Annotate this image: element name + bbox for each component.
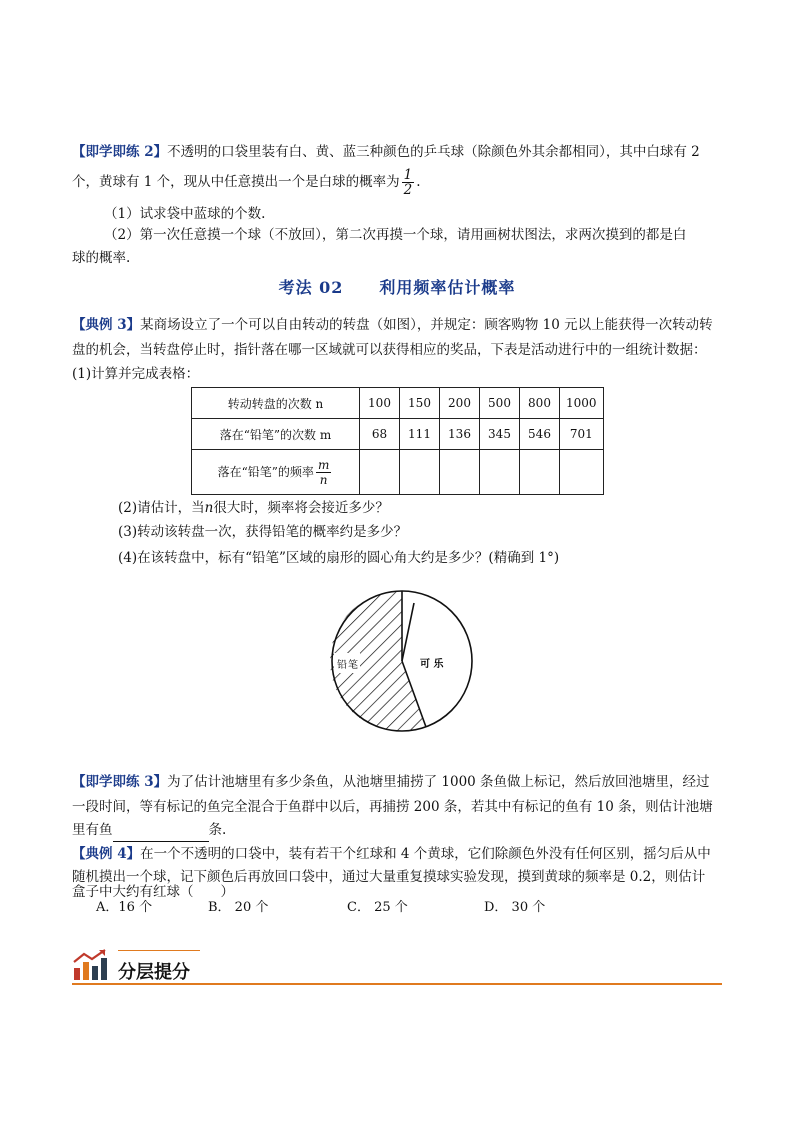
example3-q2: (2)请估计，当n很大时，频率将会接近多少？ bbox=[118, 500, 389, 516]
option-d[interactable]: D． 30 个 bbox=[484, 900, 546, 915]
table-cell: 150 bbox=[400, 388, 440, 419]
practice3-line1: 【即学即练 3】为了估计池塘里有多少条鱼，从池塘里捕捞了 1000 条鱼做上标记，然后放回池塘里，经过 bbox=[72, 774, 710, 790]
practice2-q2a: （2）第一次任意摸一个球（不放回），第二次再摸一个球，请用画树状图法，求两次摸到的都是白 bbox=[104, 227, 687, 243]
practice2-q1: （1）试求袋中蓝球的个数. bbox=[104, 206, 266, 222]
example3-q1: (1)计算并完成表格： bbox=[72, 366, 200, 382]
table-label-frequency: 落在“铅笔”的频率 $\frac{m}{n}$ bbox=[192, 450, 360, 495]
example4-tag: 【典例 4】 bbox=[72, 846, 141, 862]
pencil-label-1: 铅 bbox=[337, 660, 347, 671]
option-a[interactable]: A．16 个 bbox=[96, 900, 153, 915]
table-cell-empty[interactable] bbox=[440, 450, 480, 495]
practice2-q2b: 球的概率. bbox=[72, 250, 131, 266]
example3-tag: 【典例 3】 bbox=[72, 317, 141, 333]
statistics-table bbox=[191, 387, 604, 495]
example4-line3: 盒子中大约有红球（ ） bbox=[72, 884, 234, 900]
example3-line2: 盘的机会，当转盘停止时，指针落在哪一区域就可以获得相应的奖品，下表是活动进行中的一组统计数据： bbox=[72, 342, 707, 358]
table-cell-empty[interactable] bbox=[560, 450, 604, 495]
table-label-n: 转动转盘的次数 n bbox=[192, 388, 360, 419]
example3-q3: (3)转动该转盘一次，获得铅笔的概率约是多少？ bbox=[118, 524, 408, 540]
table-row-m bbox=[192, 419, 604, 450]
example3-q4: (4)在该转盘中，标有“铅笔”区域的扇形的圆心角大约是多少？(精确到 1°) bbox=[118, 550, 560, 566]
table-cell: 100 bbox=[360, 388, 400, 419]
table-cell: 200 bbox=[440, 388, 480, 419]
practice3-line2: 一段时间，等有标记的鱼完全混合于鱼群中以后，再捕捞 200 条，若其中有标记的鱼有 10 条，则估计池塘 bbox=[72, 799, 713, 815]
table-cell: 800 bbox=[520, 388, 560, 419]
example4-line2: 随机摸出一个球，记下颜色后再放回口袋中，通过大量重复摸球实验发现，摸到黄球的频率是 0.2，则估计 bbox=[72, 869, 706, 885]
table-cell-empty[interactable] bbox=[480, 450, 520, 495]
example3-line1: 【典例 3】某商场设立了一个可以自由转动的转盘（如图），并规定：顾客购物 10 元以上能获得一次转动转 bbox=[72, 317, 713, 333]
section-heading: 考法 02 利用频率估计概率 bbox=[278, 278, 516, 297]
growth-chart-icon bbox=[72, 948, 112, 982]
table-cell: 1000 bbox=[560, 388, 604, 419]
spinner-diagram bbox=[326, 585, 476, 735]
table-cell: 546 bbox=[520, 419, 560, 450]
table-cell: 345 bbox=[480, 419, 520, 450]
cola-label: 可 乐 bbox=[420, 659, 444, 670]
fraction-one-half: $\frac{1}{2}$ bbox=[403, 167, 413, 198]
table-label-m: 落在“铅笔”的次数 m bbox=[192, 419, 360, 450]
table-cell: 68 bbox=[360, 419, 400, 450]
spinner-pointer bbox=[402, 603, 414, 661]
table-cell: 500 bbox=[480, 388, 520, 419]
option-c[interactable]: C． 25 个 bbox=[347, 900, 408, 915]
example4-line1: 【典例 4】在一个不透明的口袋中，装有若干个红球和 4 个黄球，它们除颜色外没有任何区别，摇匀后从中 bbox=[72, 846, 711, 862]
answer-blank[interactable] bbox=[113, 827, 209, 842]
table-cell-empty[interactable] bbox=[520, 450, 560, 495]
table-cell: 701 bbox=[560, 419, 604, 450]
table-row-frequency bbox=[192, 450, 604, 495]
practice2-line2: 个，黄球有 1 个，现从中任意摸出一个是白球的概率为 $\frac{1}{2}$ . bbox=[72, 167, 421, 198]
practice3-tag: 【即学即练 3】 bbox=[72, 774, 168, 790]
table-cell: 136 bbox=[440, 419, 480, 450]
practice2-tag: 【即学即练 2】 bbox=[72, 144, 168, 160]
table-cell-empty[interactable] bbox=[400, 450, 440, 495]
footer-rule bbox=[72, 983, 722, 985]
table-row-n bbox=[192, 388, 604, 419]
table-cell-empty[interactable] bbox=[360, 450, 400, 495]
practice3-line3: 里有鱼 条. bbox=[72, 818, 724, 842]
pencil-label-2: 笔 bbox=[348, 660, 358, 671]
practice2-line1: 【即学即练 2】不透明的口袋里装有白、黄、蓝三种颜色的乒乓球（除颜色外其余都相同），其中白球有 2 bbox=[72, 144, 700, 160]
footer-title: 分层提分 bbox=[118, 962, 190, 983]
footer-rule-top bbox=[118, 950, 200, 951]
table-cell: 111 bbox=[400, 419, 440, 450]
option-b[interactable]: B． 20 个 bbox=[208, 900, 269, 915]
